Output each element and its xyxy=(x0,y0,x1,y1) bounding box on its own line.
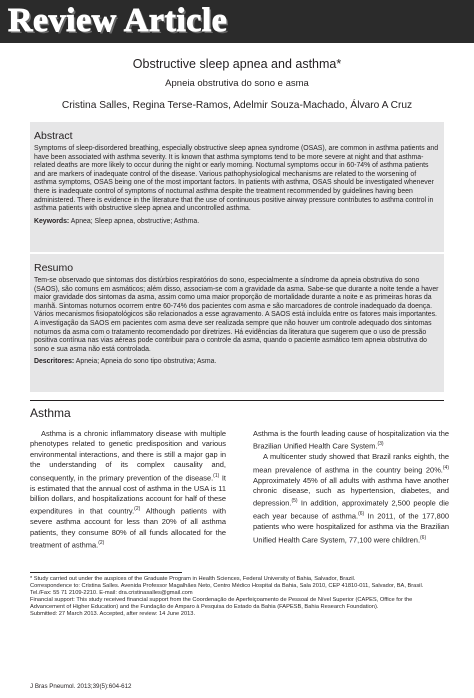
resumo-box xyxy=(30,254,444,392)
citation-ref[interactable]: (1) xyxy=(213,472,220,479)
citation-ref[interactable]: (5) xyxy=(291,498,298,505)
keywords-label: Keywords: xyxy=(34,217,70,225)
body-paragraph: Asthma is a chronic inflammatory disease with multiple phenotypes related to genetic predisposition and various environmental interactions, and there is still a major gap in the understanding of its complex causality and, consequently, in the primary prevention of the disease.$^{(1)}$ It is estimated that the annual cost of asthma in the USA is 11 billion dollars, and hospitalizations account for half of these expenditures in that country.$^{(2)}$ Although patients with severe asthma account for less than 20% of all asthma patients, they consume 80% of all funds allocated for the treatment of asthma.$^{(2)}$ xyxy=(30,429,226,550)
footnote-correspondence: Correspondence to: Cristina Salles. Avenida Professor Magalhães Neto, Centro Médico Hospital da Bahia, Sala 2010, CEP 41810-011, Salvador, BA, Brasil. xyxy=(30,583,424,590)
resumo-keywords xyxy=(34,358,440,367)
footnote-divider xyxy=(30,572,182,573)
author-list: Cristina Salles, Regina Terse-Ramos, Adelmir Souza-Machado, Álvaro A Cruz xyxy=(61,100,413,111)
section-label: Review Article xyxy=(8,2,228,39)
abstract-box xyxy=(30,122,444,252)
citation-ref[interactable]: (4) xyxy=(442,464,449,471)
article-title: Obstructive sleep apnea and asthma* xyxy=(132,57,342,71)
citation-ref[interactable]: (3) xyxy=(377,441,384,448)
journal-citation: J Bras Pneumol. 2013;39(5):604-612 xyxy=(30,683,132,690)
footnote-contact: Tel./Fax: 55 71 2109-2210. E-mail: dra.cristinasalles@gmail.com xyxy=(30,590,193,597)
resumo-text: Tem-se observado que sintomas dos distúrbios respiratórios do sono, especialmente a síndrome da apneia obstrutiva do sono (SAOS), são comuns em asmáticos; além disso, associam-se com a gravidade da asma. Sabe-se que durante a noite tende a haver maior gravidade dos sintomas da asma, assim como uma maior proporção de mortalidade durante a noite e as primeiras horas da manhã. Sintomas noturnos ocorrem entre 60-74% dos pacientes com asma e são marcadores de controle inadequado da doença. Vários mecanismos fisiopatológicos são relacionados a esse agravamento. A SAOS está incluída entre os fatores mais importantes. A investigação da SAOS em pacientes com asma deve ser realizada sempre que não houver um controle adequado dos sintomas noturnos da asma com o tratamento recomendado por diretrizes. Há evidências da literatura que sugerem que o uso de pressão positiva contínua nas vias aéreas pode contribuir para o controle da asma, quando o paciente asmático tem apneia obstrutiva do sono e sua asma não está controlada. xyxy=(34,277,439,353)
descritores-label: Descritores: xyxy=(34,358,75,366)
abstract-text: Symptoms of sleep-disordered breathing, especially obstructive sleep apnea syndrome (OSAS), are common in asthma patients and have been associated with asthma severity. It is known that asthma symptoms tend to be more severe at night and that asthma-related deaths are more likely to occur during the night or early morning. Nocturnal symptoms occur in 60-74% of asthma patients and are markers of inadequate control of the disease. Various pathophysiological mechanisms are related to the worsening of asthma symptoms, OSAS being one of the most important factors. In patients with asthma, OSAS should be investigated whenever there is inadequate control of symptoms of nocturnal asthma despite the treatment recommended by guidelines having been administered. There is evidence in the literature that the use of continuous positive airway pressure contributes to asthma control in asthma patients with obstructive sleep apnea and uncontrolled asthma. xyxy=(34,145,439,213)
section-heading-asthma: Asthma xyxy=(30,406,71,420)
article-subtitle: Apneia obstrutiva do sono e asma xyxy=(165,78,309,89)
footnote-dates: Submitted: 27 March 2013. Accepted, after review: 14 June 2013. xyxy=(30,611,196,618)
abstract-heading: Abstract xyxy=(34,130,73,142)
citation-ref[interactable]: (2) xyxy=(134,506,141,513)
citation-ref[interactable]: (6) xyxy=(358,511,365,518)
footnotes xyxy=(30,576,444,619)
descritores-text: Apneia; Apneia do sono tipo obstrutiva; Asma. xyxy=(75,358,217,366)
footnote-study: * Study carried out under the auspices of the Graduate Program in Health Sciences, Federal University of Bahia, Salvador, Brazil. xyxy=(30,576,356,582)
header-band xyxy=(0,0,474,43)
section-divider xyxy=(30,400,444,401)
citation-ref[interactable]: (2) xyxy=(98,540,105,547)
abstract-keywords xyxy=(34,218,440,227)
body-paragraph: A multicenter study showed that Brazil ranks eighth, the mean prevalence of asthma in the country being 20%.$^{(4)}$ Approximately 45% of all adults with asthma have another chronic disease, such as hypertension, diabetes, and depression.$^{(5)}$ In addition, approximately 2,500 people die each year because of asthma.$^{(6)}$ In 2011, of the 177,800 patients who were hospitalized for asthma via the Brazilian Unified Health Care System, 77,100 were children.$^{(6)}$ xyxy=(253,452,450,545)
keywords-text: Apnea; Sleep apnea, obstructive; Asthma. xyxy=(70,217,200,225)
body-column-left xyxy=(30,429,226,551)
body-column-right xyxy=(253,429,449,545)
citation-ref[interactable]: (6) xyxy=(420,534,427,541)
resumo-heading: Resumo xyxy=(34,262,74,274)
body-paragraph: Asthma is the fourth leading cause of hospitalization via the Brazilian Unified Health Care System.$^{(3)}$ xyxy=(253,429,449,451)
footnote-financial: Financial support: This study received financial support from the Coordenação de Aperfeiçoamento de Pessoal de Nível Superior (CAPES, Office for the Advancement of Higher Education) and the Fundação de Amparo à Pesquisa do Estado da Bahia (FAPESB, Bahia Research Foundation). xyxy=(30,597,413,611)
